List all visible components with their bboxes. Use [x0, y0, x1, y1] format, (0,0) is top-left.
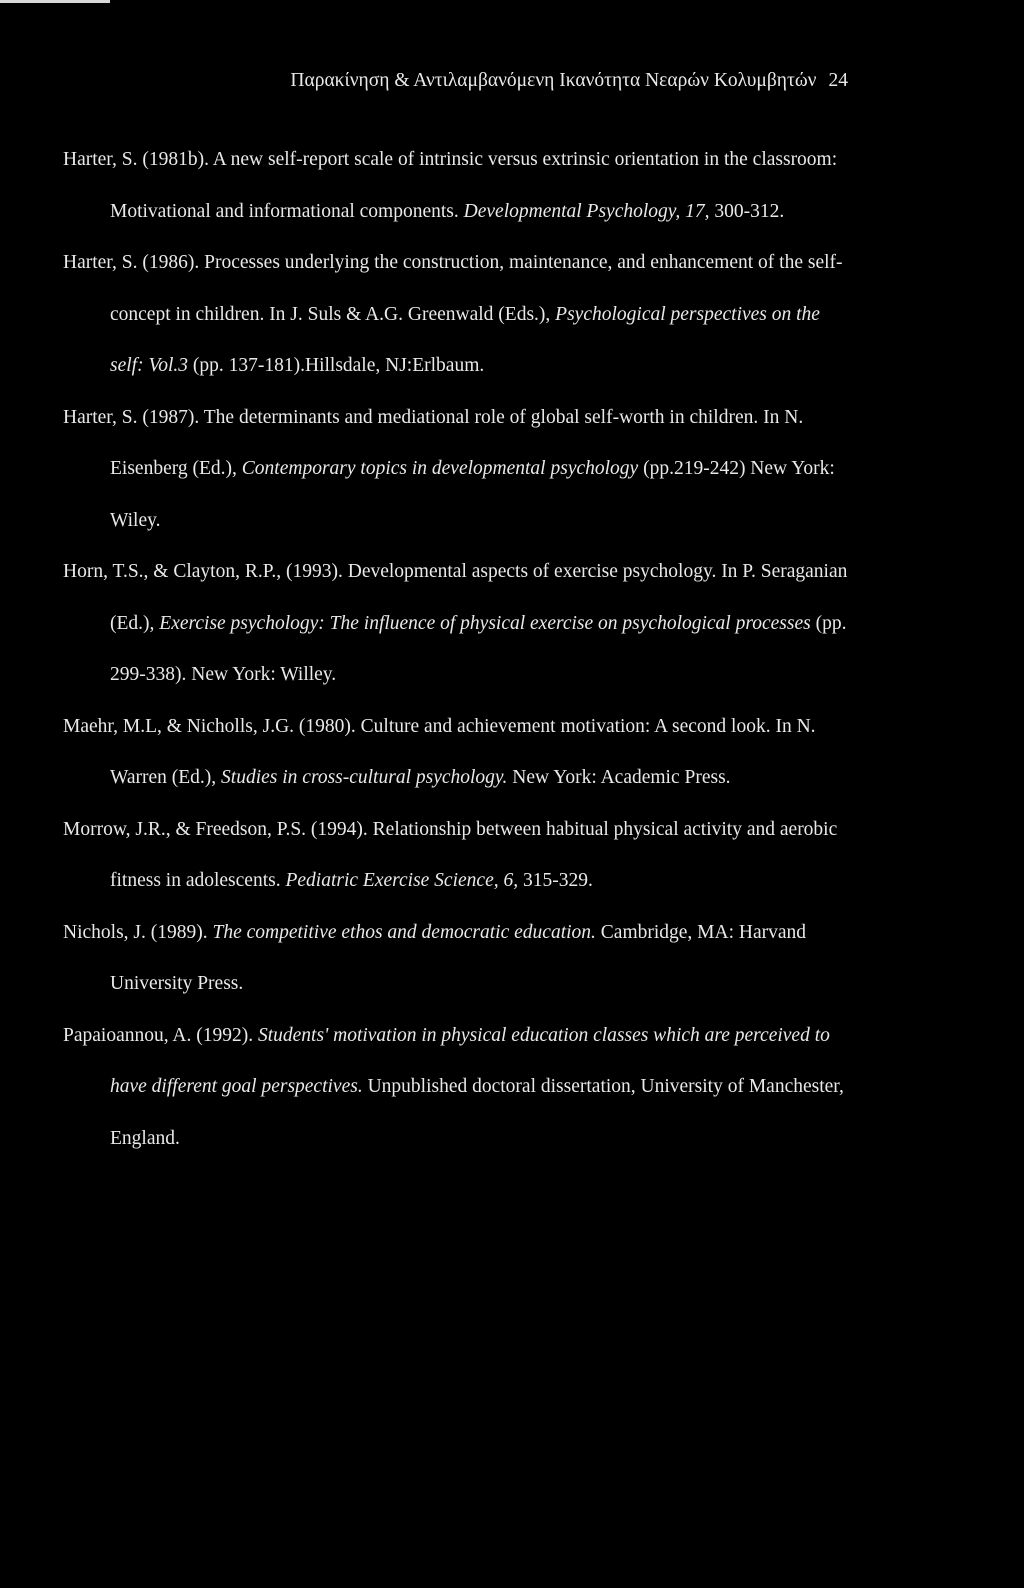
reference-entry: [63, 392, 853, 547]
reference-source-italic: Developmental Psychology, 17,: [463, 200, 710, 222]
running-header: [290, 68, 848, 94]
reference-text-tail: Cambridge, MA: Harvand University Press.: [110, 921, 807, 994]
reference-entry: [63, 701, 853, 804]
reference-text: Maehr, M.L, & Nicholls, J.G. (1980). Culture and achievement motivation: A second look. In N. Warren (Ed.),: [63, 715, 816, 788]
page-number: 24: [828, 70, 848, 91]
reference-text: Papaioannou, A. (1992).: [63, 1024, 258, 1046]
reference-source-italic: Students' motivation in physical education classes which are perceived to have different goal perspectives.: [110, 1024, 830, 1097]
reference-entry: [63, 134, 853, 237]
reference-text: Harter, S. (1986). Processes underlying the construction, maintenance, and enhancement of the self-concept in children. In J. Suls & A.G. Greenwald (Eds.),: [63, 252, 843, 325]
reference-text: Morrow, J.R., & Freedson, P.S. (1994). Relationship between habitual physical activity and aerobic fitness in adolescents.: [63, 818, 838, 891]
reference-text-tail: Unpublished doctoral dissertation, University of Manchester, England.: [110, 1076, 844, 1149]
reference-source-italic: Studies in cross-cultural psychology.: [221, 767, 508, 788]
reference-text-tail: New York: Academic Press.: [507, 767, 731, 788]
scan-edge-mark: [0, 0, 110, 3]
reference-source-italic: Contemporary topics in developmental psychology: [241, 458, 639, 479]
reference-text-tail: (pp.219-242) New York: Wiley.: [110, 458, 835, 531]
reference-source-italic: Pediatric Exercise Science, 6,: [285, 870, 519, 891]
reference-source-italic: The competitive ethos and democratic education.: [212, 921, 596, 943]
running-title: Παρακίνηση & Αντιλαμβανόμενη Ικανότητα Νεαρών Κολυμβητών: [290, 70, 817, 91]
reference-text: Harter, S. (1987). The determinants and mediational role of global self-worth in children. In N. Eisenberg (Ed.),: [63, 406, 804, 479]
reference-text: Nichols, J. (1989).: [63, 921, 213, 943]
reference-entry: [63, 907, 853, 1010]
reference-entry: [63, 546, 853, 701]
reference-source-italic: Psychological perspectives on the self: Vol.3: [110, 303, 820, 376]
reference-entry: [63, 804, 853, 907]
reference-text: Harter, S. (1981b). A new self-report scale of intrinsic versus extrinsic orientation in the classroom: Motivational and informational components.: [63, 149, 838, 222]
reference-text-tail: (pp. 299-338). New York: Willey.: [110, 612, 847, 685]
reference-entry: [63, 1010, 853, 1165]
reference-list: [63, 134, 853, 1164]
reference-text-tail: 315-329.: [518, 870, 593, 891]
reference-text-tail: (pp. 137-181).Hillsdale, NJ:Erlbaum.: [188, 355, 485, 376]
reference-entry: [63, 237, 853, 392]
reference-text-tail: 300-312.: [709, 200, 785, 222]
reference-text: Horn, T.S., & Clayton, R.P., (1993). Developmental aspects of exercise psychology. In P. Seraganian (Ed.),: [63, 561, 848, 634]
reference-source-italic: Exercise psychology: The influence of physical exercise on psychological processes: [159, 612, 811, 634]
